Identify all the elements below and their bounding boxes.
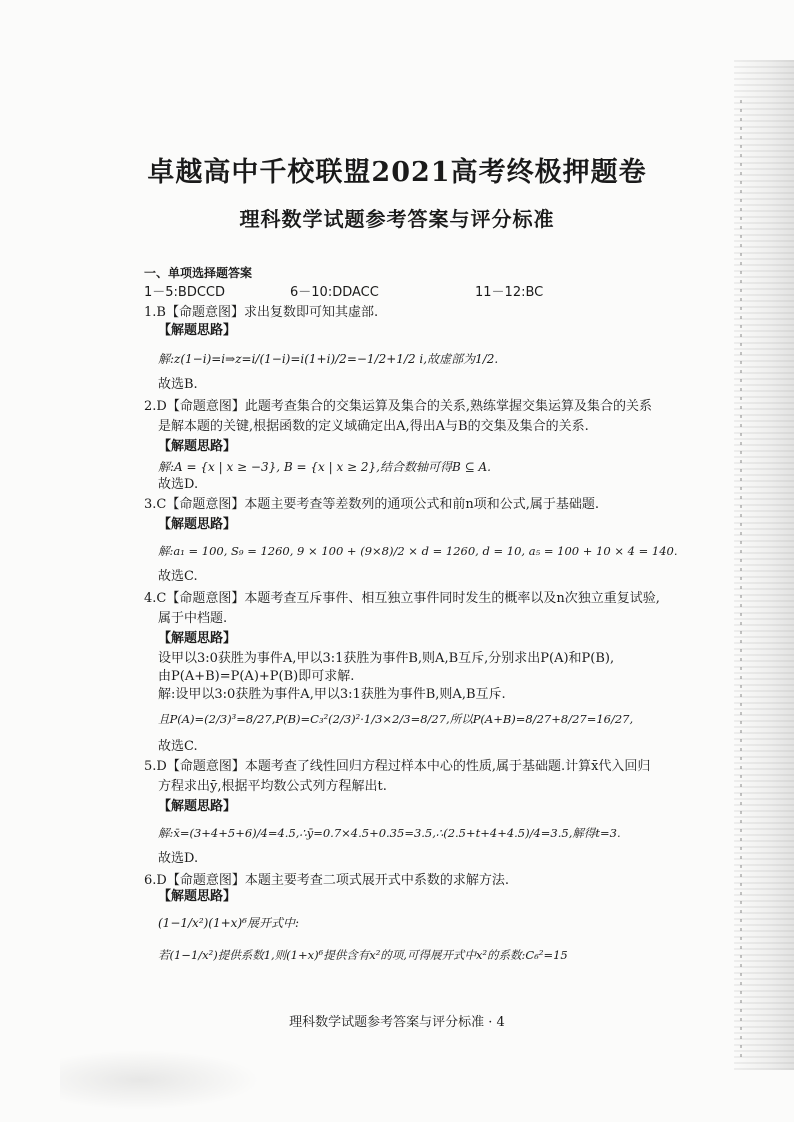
q4-analysis-2: 由P(A+B)=P(A)+P(B)即可求解. <box>158 669 355 684</box>
answers-range-1: 1－5:BDCCD <box>144 285 226 300</box>
q4-choice: 故选C. <box>158 739 198 754</box>
q6-intent: 6.D【命题意图】本题主要考查二项式展开式中系数的求解方法. <box>144 873 509 888</box>
q2-intent-cont: 是解本题的关键,根据函数的定义域确定出A,得出A与B的交集及集合的关系. <box>158 419 589 434</box>
q4-steps-heading: 【解题思路】 <box>158 631 237 646</box>
q5-intent-cont: 方程求出ȳ,根据平均数公式列方程解出t. <box>158 779 387 794</box>
q5-steps-heading: 【解题思路】 <box>158 799 237 814</box>
q1-intent: 1.B【命题意图】求出复数即可知其虚部. <box>144 305 379 320</box>
q4-solution-2: 且P(A)=(2/3)³=8/27,P(B)=C₃²(2/3)²·1/3×2/3=8/27,所以P(A+B)=8/27+8/27=16/27, <box>158 712 634 726</box>
answers-range-3: 11－12:BC <box>475 285 544 300</box>
q6-steps-heading: 【解题思路】 <box>158 889 237 904</box>
q2-intent: 2.D【命题意图】此题考查集合的交集运算及集合的关系,熟练掌握交集运算及集合的关系 <box>144 399 652 414</box>
page-footer: 理科数学试题参考答案与评分标准 · 4 <box>289 1015 505 1030</box>
answers-range-2: 6－10:DDACC <box>290 285 379 300</box>
page-subtitle: 理科数学试题参考答案与评分标准 <box>239 207 555 231</box>
q4-intent: 4.C【命题意图】本题考查互斥事件、相互独立事件同时发生的概率以及n次独立重复试验, <box>144 591 660 606</box>
q3-intent: 3.C【命题意图】本题主要考查等差数列的通项公式和前n项和公式,属于基础题. <box>144 497 599 512</box>
q2-choice: 故选D. <box>158 477 199 492</box>
q4-analysis-1: 设甲以3:0获胜为事件A,甲以3:1获胜为事件B,则A,B互斥,分别求出P(A)和P(B), <box>158 651 615 666</box>
q2-solution: 解:A = {x | x ≥ −3}, B = {x | x ≥ 2},结合数轴可得B ⊆ A. <box>158 460 491 474</box>
q5-intent: 5.D【命题意图】本题考查了线性回归方程过样本中心的性质,属于基础题.计算x̄代入回归 <box>144 759 651 774</box>
q3-steps-heading: 【解题思路】 <box>158 517 237 532</box>
q1-choice: 故选B. <box>158 377 198 392</box>
q4-solution-1: 解:设甲以3:0获胜为事件A,甲以3:1获胜为事件B,则A,B互斥. <box>158 687 506 702</box>
scan-edge-line <box>740 100 742 1060</box>
section-heading: 一、单项选择题答案 <box>144 266 253 280</box>
q5-solution: 解:x̄=(3+4+5+6)/4=4.5,∴ȳ=0.7×4.5+0.35=3.5,∴(2.5+t+4+4.5)/4=3.5,解得t=3. <box>158 826 621 840</box>
q6-expansion: (1−1/x²)(1+x)⁶展开式中: <box>158 916 299 930</box>
q4-intent-cont: 属于中档题. <box>158 611 228 626</box>
q1-solution: 解:z(1−i)=i⇒z=i/(1−i)=i(1+i)/2=−1/2+1/2 i,故虚部为1/2. <box>158 352 499 366</box>
q6-coefficient: 若(1−1/x²)提供系数1,则(1+x)⁶提供含有x²的项,可得展开式中x²的系数:C₆²=15 <box>158 948 568 962</box>
scan-corner-noise <box>60 1050 260 1110</box>
page-title: 卓越高中千校联盟2021高考终极押题卷 <box>147 157 647 188</box>
q2-steps-heading: 【解题思路】 <box>158 439 237 454</box>
q1-steps-heading: 【解题思路】 <box>158 323 237 338</box>
q3-solution: 解:a₁ = 100, S₉ = 1260, 9 × 100 + (9×8)/2 × d = 1260, d = 10, a₅ = 100 + 10 × 4 = 140. <box>158 544 678 558</box>
q3-choice: 故选C. <box>158 569 198 584</box>
q5-choice: 故选D. <box>158 851 199 866</box>
